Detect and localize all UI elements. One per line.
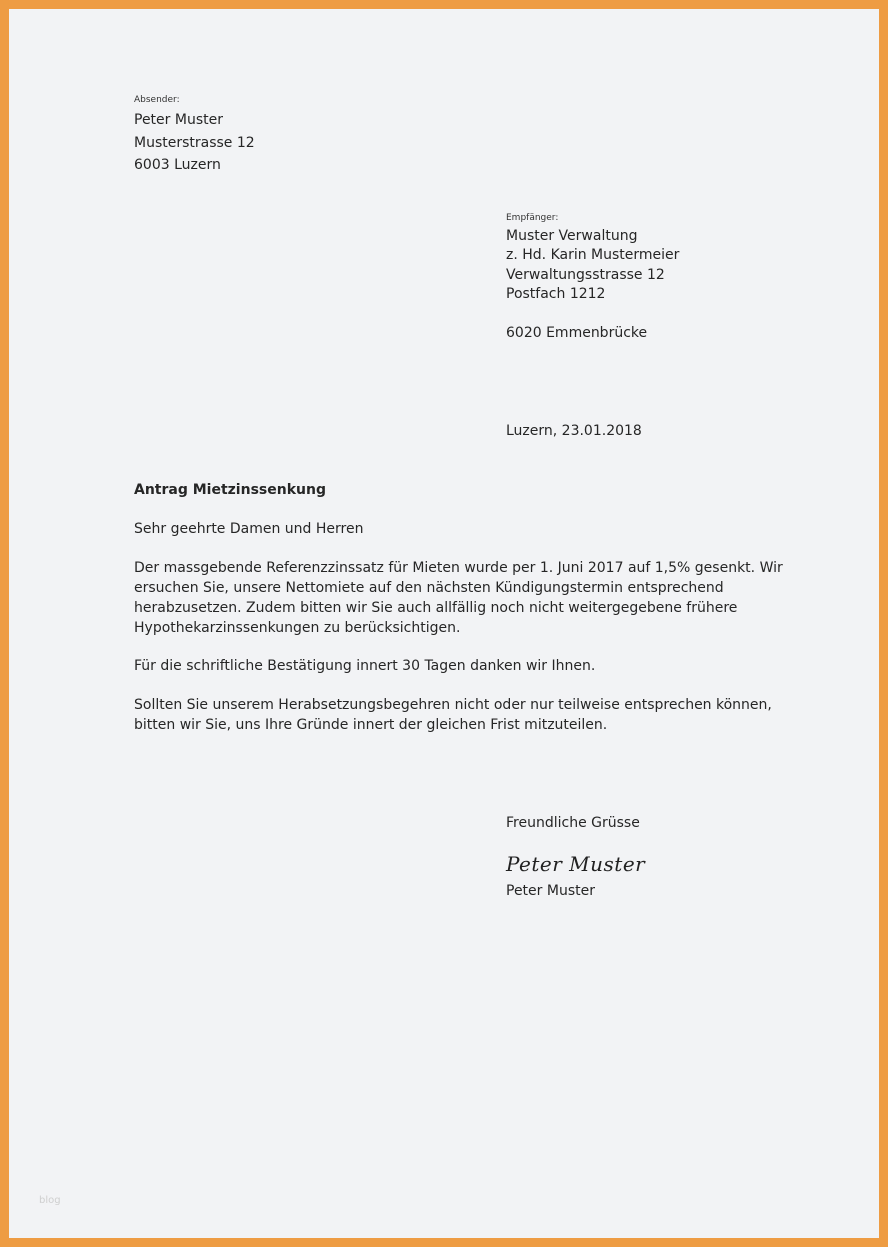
sender-street: Musterstrasse 12 [134,135,255,151]
handwritten-signature: Peter Muster [506,852,646,876]
signer-name: Peter Muster [506,883,595,899]
body-paragraph: Für die schriftliche Bestätigung innert 30 Tagen danken wir Ihnen. [134,658,596,674]
recipient-label: Empfänger: [506,213,559,223]
recipient-line-1: Muster Verwaltung [506,228,638,244]
letter-subject: Antrag Mietzinssenkung [134,482,326,498]
body-paragraph: Sollten Sie unserem Herabsetzungsbegehren nicht oder nur teilweise entsprechen können, bitten wir Sie, uns Ihre Gründe innert der gleichen Frist mitzuteilen. [134,697,772,733]
sender-city: 6003 Luzern [134,157,221,173]
recipient-line-4: Postfach 1212 [506,286,606,302]
watermark: blog [39,1195,61,1206]
letter-page [9,9,879,1238]
closing: Freundliche Grüsse [506,815,640,831]
recipient-city: 6020 Emmenbrücke [506,325,648,341]
salutation: Sehr geehrte Damen und Herren [134,521,364,537]
recipient-line-2: z. Hd. Karin Mustermeier [506,247,680,263]
sender-label: Absender: [134,95,180,105]
body-paragraph: Der massgebende Referenzzinssatz für Mieten wurde per 1. Juni 2017 auf 1,5% gesenkt. Wir ersuchen Sie, unsere Nettomiete auf den nächsten Kündigungstermin entsprechend herabzusetzen. Zudem bitten wir Sie auch allfällig noch nicht weitergegebene frühere Hypothekarzinssenkungen zu berücksichtigen. [134,560,783,636]
letter-date: Luzern, 23.01.2018 [506,423,642,439]
sender-name: Peter Muster [134,112,223,128]
recipient-line-3: Verwaltungsstrasse 12 [506,267,665,283]
